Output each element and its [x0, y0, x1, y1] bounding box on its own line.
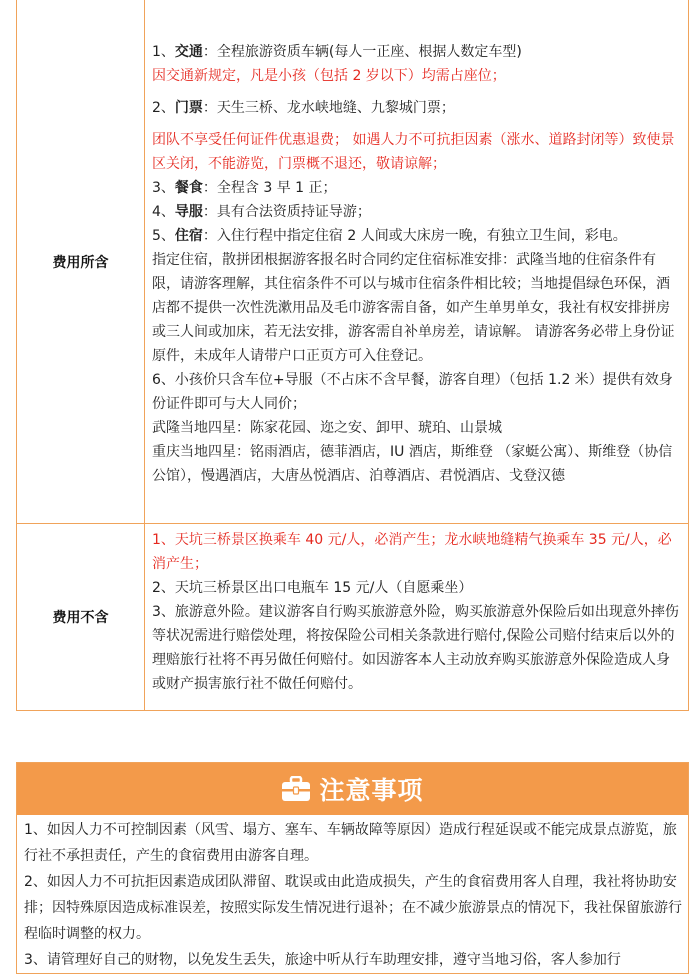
notice-item-3: 3、请管理好自己的财物，以免发生丢失，旅途中听从行车助理安排，遵守当地习俗，客人参加行: [24, 952, 621, 968]
ticket-key: 门票: [174, 100, 203, 116]
fees-excluded-label: 费用不含: [17, 524, 145, 710]
chongqing-hotels: 重庆当地四星：铭雨酒店，德菲酒店，IU 酒店，斯维登 （家蜓公寓）、斯维登（协信公馆），慢遇酒店，大唐丛悦酒店、泊尊酒店、君悦酒店、戈登汉德: [152, 444, 673, 484]
fee-table: [16, 0, 689, 711]
meal-key: 餐食: [174, 180, 203, 196]
transport-value: ：全程旅游资质车辆(每人一正座、根据人数定车型): [202, 44, 522, 60]
fees-excluded-content: [145, 524, 688, 710]
wulong-hotels: 武隆当地四星：陈家花园、迩之安、卸甲、琥珀、山景城: [152, 420, 502, 436]
excluded-item-2: 2、天坑三桥景区出口电瓶车 15 元/人（自愿乘坐）: [152, 580, 473, 596]
ticket-line: 2、门票：天生三桥、龙水峡地缝、九黎城门票；: [152, 100, 455, 116]
meal-value: ：全程含 3 早 1 正；: [202, 180, 337, 196]
fees-included-label: 费用所含: [17, 0, 145, 523]
excluded-item-1: 1、天坑三桥景区换乘车 40 元/人，必消产生；龙水峡地缝精气换乘车 35 元/人，必消产生；: [152, 532, 672, 572]
hotel-key: 住宿: [174, 228, 203, 244]
transport-note: 因交通新规定，凡是小孩（包括 2 岁以下）均需占座位；: [152, 68, 506, 84]
notice-item-1: 1、如因人力不可控制因素（风雪、塌方、塞车、车辆故障等原因）造成行程延误或不能完成景点游览，旅行社不承担责任，产生的食宿费用由游客自理。: [24, 822, 677, 864]
ticket-note: 团队不享受任何证件优惠退费； 如遇人力不可抗拒因素（涨水、道路封闭等）致使景区关闭，不能游览，门票概不退还，敬请谅解；: [152, 132, 675, 172]
notice-header: [17, 763, 688, 815]
transport-line: 1、交通：全程旅游资质车辆(每人一正座、根据人数定车型): [152, 44, 522, 60]
child-price: 6、小孩价只含车位+导服（不占床不含早餐，游客自理）（包括 1.2 米）提供有效身份证件即可与大人同价；: [152, 372, 673, 412]
hotel-line: 5、住宿：入住行程中指定住宿 2 人间或大床房一晚，有独立卫生间，彩电。: [152, 228, 627, 244]
meal-line: 3、餐食：全程含 3 早 1 正；: [152, 180, 337, 196]
guide-key: 导服: [174, 204, 203, 220]
fees-included-row: [17, 0, 688, 523]
notice-section: [16, 762, 689, 974]
ticket-value: ：天生三桥、龙水峡地缝、九黎城门票；: [202, 100, 455, 116]
excluded-item-3: 3、旅游意外险。建议游客自行购买旅游意外险，购买旅游意外保险后如出现意外摔伤等状况需进行赔偿处理，将按保险公司相关条款进行赔付,保险公司赔付结束后以外的理赔旅行社将不再另做任何赔付。如因游客本人主动放弃购买旅游意外保险造成人身或财产损害旅行社不做任何赔付。: [152, 604, 679, 692]
fees-included-content: [145, 0, 688, 523]
notice-body: [17, 815, 688, 973]
notice-item-2: 2、如因人力不可抗拒因素造成团队滞留、耽误或由此造成损失，产生的食宿费用客人自理，我社将协助安排；因特殊原因造成标准误差，按照实际发生情况进行退补；在不减少旅游景点的情况下，我社保留旅游行程临时调整的权力。: [24, 874, 682, 942]
fees-excluded-row: [17, 523, 688, 710]
hotel-detail: 指定住宿，散拼团根据游客报名时合同约定住宿标准安排：武隆当地的住宿条件有限，请游客理解，其住宿条件不可以与城市住宿条件相比较；当地提倡绿色环保，酒店都不提供一次性洗漱用品及毛巾游客需自备，如产生单男单女，我社有权安排拼房或三人间或加床，若无法安排，游客需自补单房差，请谅解。 请游客务必带上身份证原件，未成年人请带户口正页方可入住登记。: [152, 252, 675, 364]
transport-key: 交通: [174, 44, 203, 60]
guide-line: 4、导服：具有合法资质持证导游；: [152, 204, 371, 220]
suitcase-icon: [281, 776, 311, 802]
notice-title: 注意事项: [319, 776, 424, 805]
hotel-value: ：入住行程中指定住宿 2 人间或大床房一晚，有独立卫生间，彩电。: [202, 228, 627, 244]
guide-value: ：具有合法资质持证导游；: [202, 204, 371, 220]
